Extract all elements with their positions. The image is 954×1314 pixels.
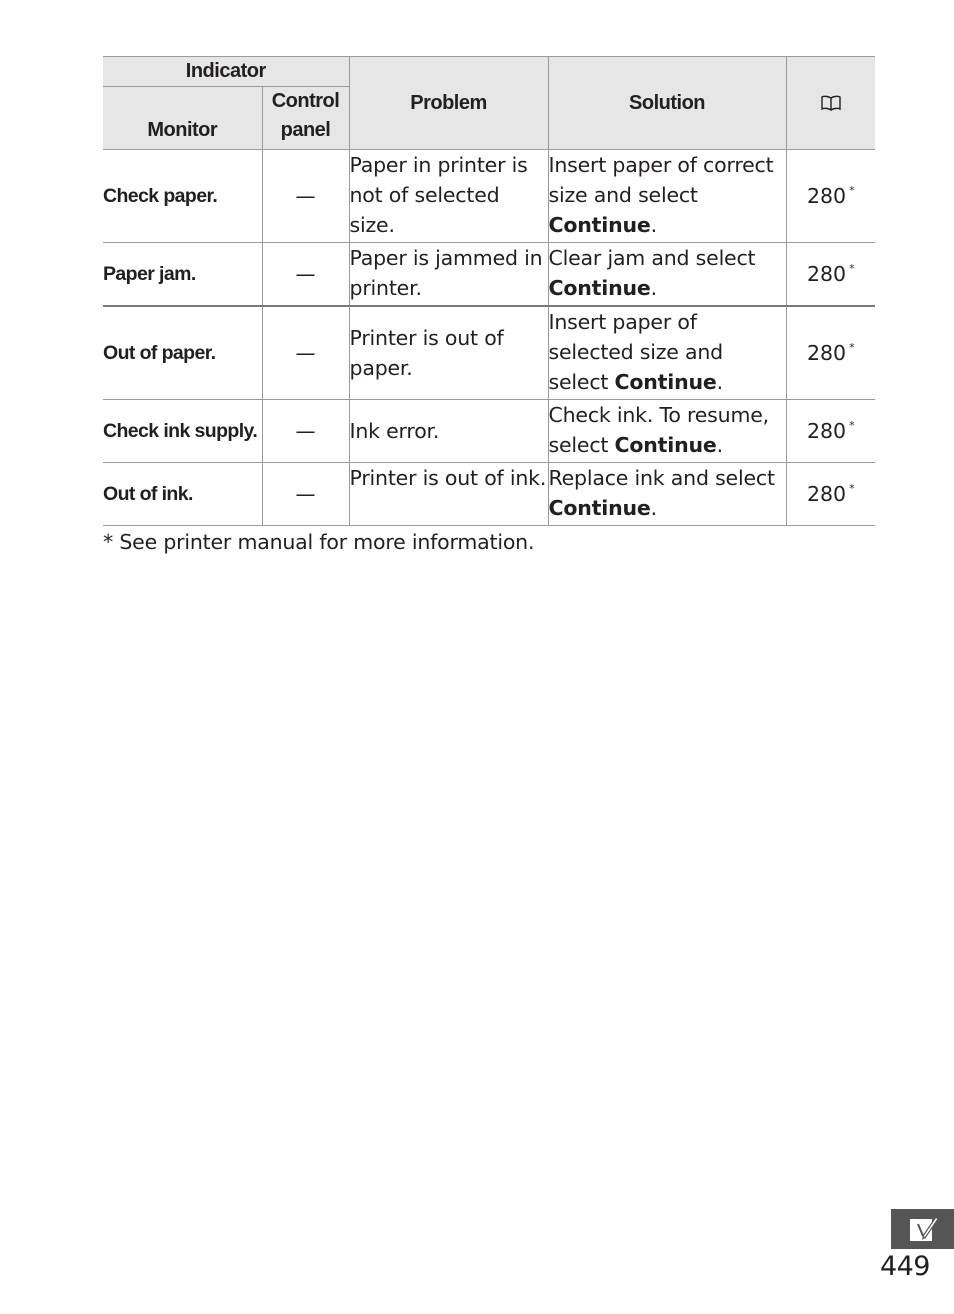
monitor-indicator: Out of ink. bbox=[103, 463, 262, 526]
problem-text: Paper is jammed in printer. bbox=[349, 243, 548, 307]
page-reference: 280 * bbox=[786, 150, 875, 243]
solution-text: Insert paper of correct size and select Continue. bbox=[548, 150, 786, 243]
monitor-indicator: Out of paper. bbox=[103, 306, 262, 400]
monitor-indicator: Check ink supply. bbox=[103, 400, 262, 463]
solution-text: Check ink. To resume, select Continue. bbox=[548, 400, 786, 463]
header-solution: Solution bbox=[548, 57, 786, 150]
page-reference: 280 * bbox=[786, 400, 875, 463]
table-row bbox=[103, 306, 875, 400]
control-panel-indicator: — bbox=[262, 463, 349, 526]
footnote-mark: * bbox=[849, 482, 855, 495]
continue-label: Continue bbox=[548, 276, 651, 300]
monitor-indicator: Check paper. bbox=[103, 150, 262, 243]
control-panel-indicator: — bbox=[262, 150, 349, 243]
problem-text: Printer is out of paper. bbox=[349, 306, 548, 400]
pencil-note-icon bbox=[906, 1214, 940, 1244]
table-row bbox=[103, 400, 875, 463]
header-control-panel-line1: Control bbox=[271, 90, 340, 112]
monitor-indicator: Paper jam. bbox=[103, 243, 262, 307]
continue-label: Continue bbox=[614, 370, 717, 394]
continue-label: Continue bbox=[548, 496, 651, 520]
header-control-panel bbox=[262, 87, 349, 150]
control-panel-indicator: — bbox=[262, 306, 349, 400]
problem-text: Ink error. bbox=[349, 400, 548, 463]
footnote-mark: * bbox=[849, 184, 855, 197]
header-indicator: Indicator bbox=[103, 57, 349, 87]
page-number: 449 bbox=[879, 1251, 930, 1282]
section-tab bbox=[891, 1209, 954, 1249]
solution-text: Clear jam and select Continue. bbox=[548, 243, 786, 307]
problem-text: Paper in printer is not of selected size. bbox=[349, 150, 548, 243]
control-panel-indicator: — bbox=[262, 243, 349, 307]
header-monitor: Monitor bbox=[103, 87, 262, 150]
footnote-mark: * bbox=[849, 262, 855, 275]
table-footnote: * See printer manual for more information. bbox=[103, 530, 535, 554]
page-reference: 280 * bbox=[786, 463, 875, 526]
problem-text: Printer is out of ink. bbox=[349, 463, 548, 526]
continue-label: Continue bbox=[548, 213, 651, 237]
footnote-mark: * bbox=[849, 419, 855, 432]
header-problem: Problem bbox=[349, 57, 548, 150]
header-control-panel-line2: panel bbox=[280, 119, 331, 141]
table-row bbox=[103, 463, 875, 526]
page-reference: 280 * bbox=[786, 243, 875, 307]
error-table bbox=[103, 56, 875, 526]
header-page-ref bbox=[786, 57, 875, 150]
solution-text: Replace ink and select Continue. bbox=[548, 463, 786, 526]
solution-text: Insert paper of selected size and select Continue. bbox=[548, 306, 786, 400]
page-reference: 280 * bbox=[786, 306, 875, 400]
footnote-mark: * bbox=[849, 341, 855, 354]
table-row bbox=[103, 243, 875, 307]
control-panel-indicator: — bbox=[262, 400, 349, 463]
table-row bbox=[103, 150, 875, 243]
continue-label: Continue bbox=[614, 433, 717, 457]
book-icon bbox=[820, 91, 842, 107]
